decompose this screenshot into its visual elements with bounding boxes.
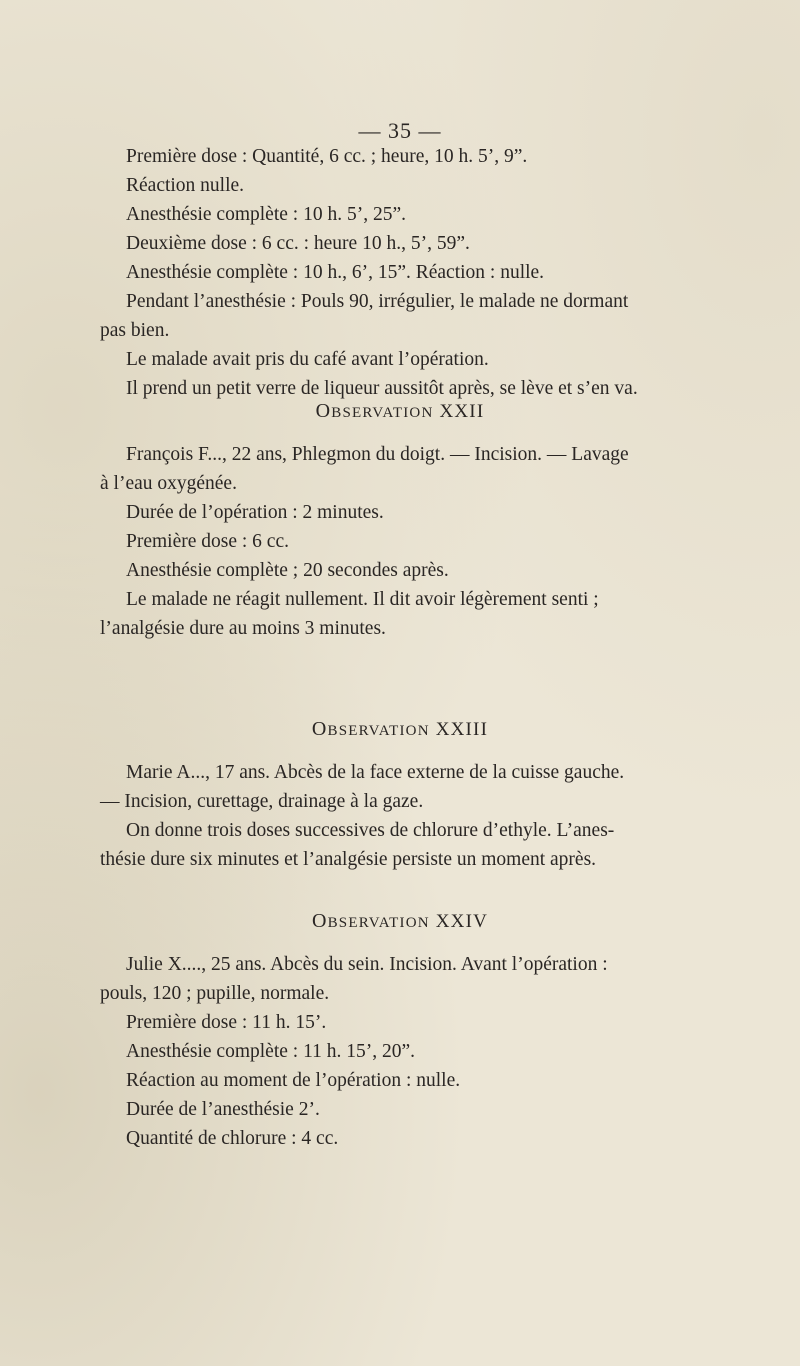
text-line: Quantité de chlorure : 4 cc. [126, 1128, 339, 1149]
heading-initial: O [311, 718, 328, 740]
text-line: à l’eau oxygénée. [100, 473, 237, 494]
page-number: — 35 — [358, 118, 442, 143]
text-line: On donne trois doses successives de chlorure d’ethyle. L’anes- [126, 820, 615, 841]
text-line: Durée de l’anesthésie 2’. [126, 1099, 320, 1120]
text-line: Il prend un petit verre de liqueur aussitôt après, se lève et s’en va. [126, 378, 638, 399]
heading-initial: O [315, 400, 332, 422]
heading-word: BSERVATION [327, 915, 430, 931]
text-line: Anesthésie complète : 10 h. 5’, 25”. [126, 204, 406, 225]
text-line: thésie dure six minutes et l’analgésie persiste un moment après. [100, 849, 597, 870]
observation-heading-xxiii [0, 718, 800, 741]
observation-xxii-body [100, 440, 718, 643]
text-line: Julie X...., 25 ans. Abcès du sein. Incision. Avant l’opération : [126, 954, 608, 975]
heading-number: XXIII [435, 719, 489, 740]
observation-heading-xxiv [0, 910, 800, 933]
text-line: l’analgésie dure au moins 3 minutes. [100, 618, 386, 639]
text-line: Première dose : 11 h. 15’. [126, 1012, 327, 1033]
text-line: Anesthésie complète : 11 h. 15’, 20”. [126, 1041, 415, 1062]
text-line: Première dose : Quantité, 6 cc. ; heure, 10 h. 5’, 9”. [126, 146, 528, 167]
text-line: Première dose : 6 cc. [126, 531, 289, 552]
text-line: pas bien. [100, 320, 170, 341]
heading-word: BSERVATION [327, 723, 430, 739]
text-line: Anesthésie complète ; 20 secondes après. [126, 560, 449, 581]
text-line: Réaction au moment de l’opération : nulle. [126, 1070, 461, 1091]
text-line: Le malade ne réagit nullement. Il dit avoir légèrement senti ; [126, 589, 599, 610]
observation-xxiii-body [100, 758, 718, 874]
text-line: Réaction nulle. [126, 175, 245, 196]
text-line: pouls, 120 ; pupille, normale. [100, 983, 330, 1004]
heading-initial: O [311, 910, 328, 932]
text-line: Pendant l’anesthésie : Pouls 90, irrégulier, le malade ne dormant [126, 291, 629, 312]
observation-xxiv-body [100, 950, 718, 1153]
observation-heading-xxii [0, 400, 800, 423]
text-line: Durée de l’opération : 2 minutes. [126, 502, 384, 523]
text-line: Anesthésie complète : 10 h., 6’, 15”. Réaction : nulle. [126, 262, 545, 283]
heading-word: BSERVATION [331, 405, 434, 421]
observation-continuation [100, 142, 718, 403]
heading-number: XXII [439, 401, 485, 422]
text-line: — Incision, curettage, drainage à la gaze. [100, 791, 424, 812]
text-line: Le malade avait pris du café avant l’opération. [126, 349, 489, 370]
text-line: Marie A..., 17 ans. Abcès de la face externe de la cuisse gauche. [126, 762, 625, 783]
heading-number: XXIV [435, 911, 489, 932]
text-line: Deuxième dose : 6 cc. : heure 10 h., 5’, 59”. [126, 233, 470, 254]
text-line: François F..., 22 ans, Phlegmon du doigt. — Incision. — Lavage [126, 444, 629, 465]
